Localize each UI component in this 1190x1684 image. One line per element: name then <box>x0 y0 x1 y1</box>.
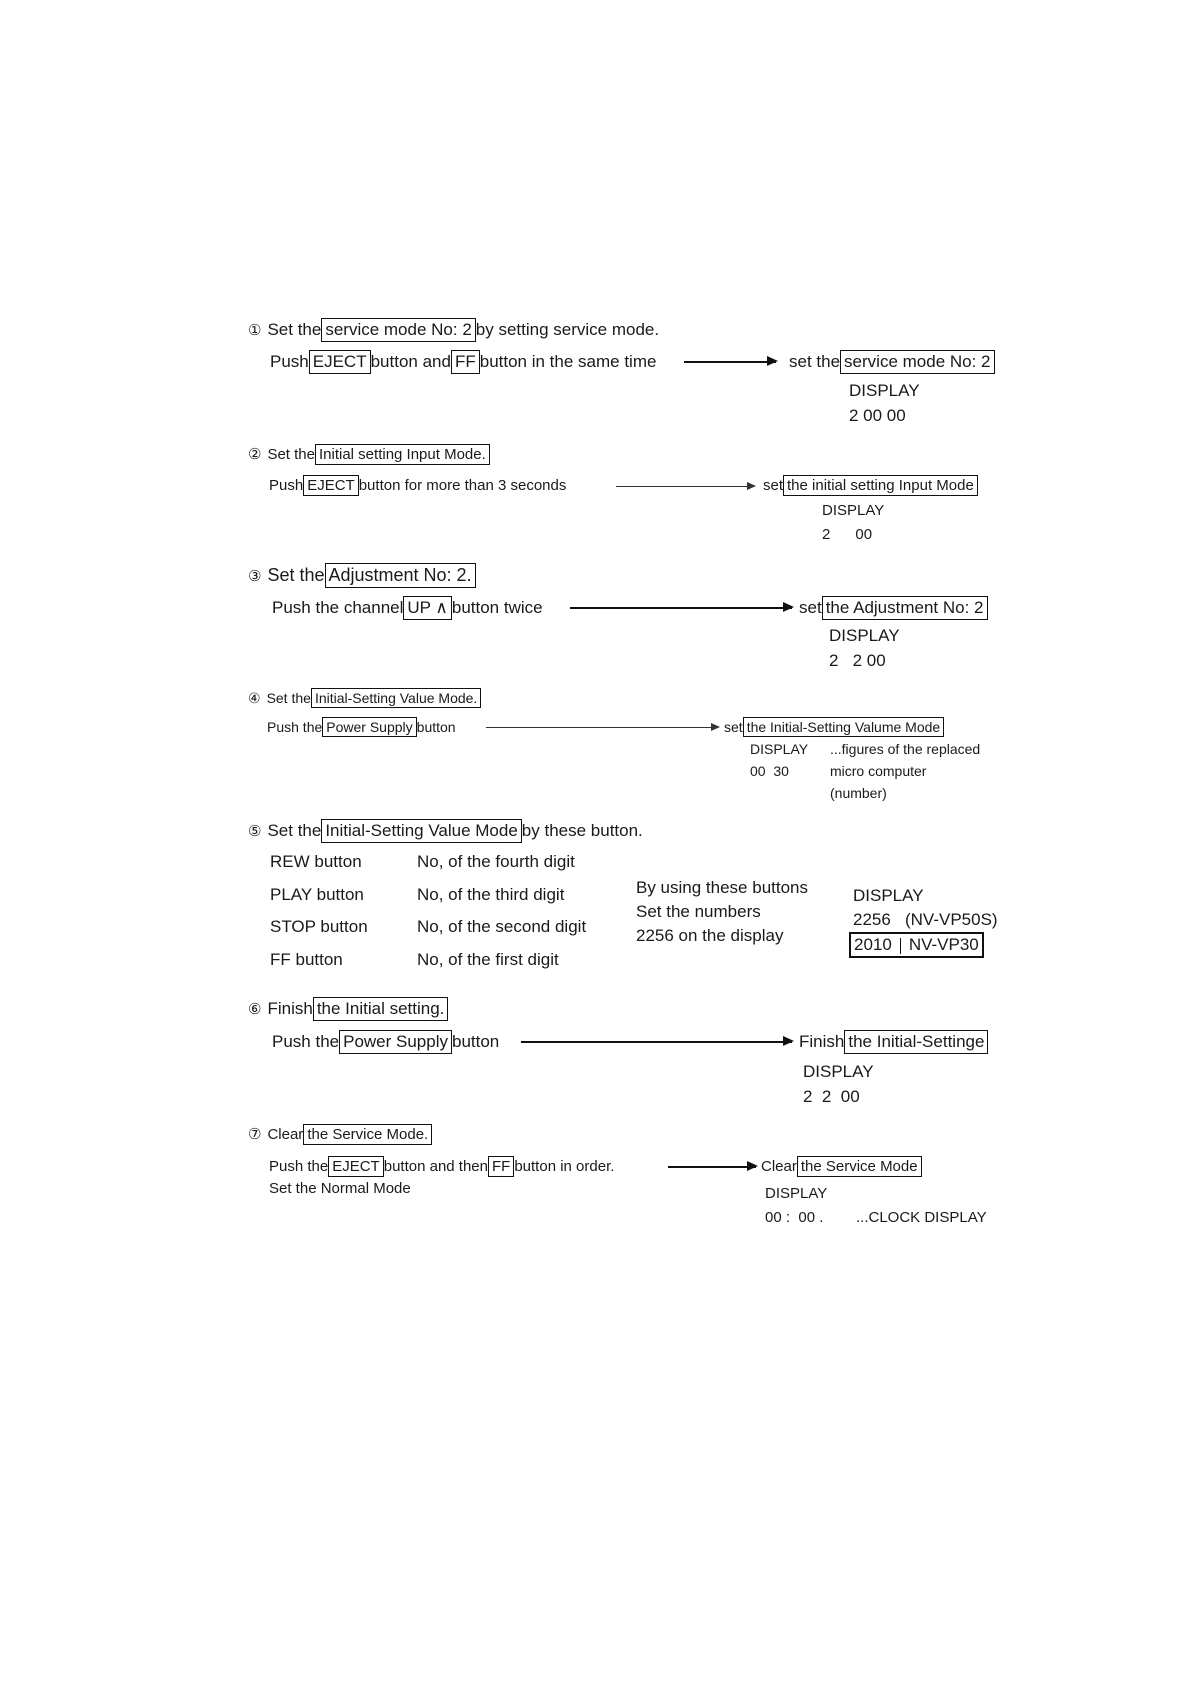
action-text: button in order. <box>514 1158 615 1175</box>
action-text: Push the <box>269 1158 329 1175</box>
eject-key: EJECT <box>303 475 359 496</box>
title-text: Set the <box>267 821 322 840</box>
step-6-title <box>248 997 448 1021</box>
result-text: set <box>763 477 784 494</box>
using-line: Set the numbers <box>636 902 761 921</box>
power-supply-key: Power Supply <box>339 1030 452 1054</box>
boxed-term: Initial setting Input Mode. <box>315 444 490 465</box>
step-1-title <box>248 318 659 342</box>
eject-key: EJECT <box>328 1156 384 1177</box>
button-desc: No, of the second digit <box>417 917 587 936</box>
boxed-term: the Initial-Setting Valume Mode <box>743 717 945 737</box>
result-text: Finish <box>799 1032 845 1051</box>
action-text: Push the channel <box>272 598 404 617</box>
step-6-result <box>799 1030 988 1054</box>
display-value: 2 00 <box>822 526 873 543</box>
step-7-action-line2: Set the Normal Mode <box>269 1180 411 1197</box>
boxed-term: Initial-Setting Value Mode. <box>311 688 481 708</box>
button-name: PLAY button <box>270 885 364 904</box>
boxed-term: the Initial-Settinge <box>844 1030 988 1054</box>
button-desc: No, of the first digit <box>417 950 559 969</box>
action-text: Push <box>269 477 304 494</box>
using-line: By using these buttons <box>636 878 809 897</box>
step-2-result <box>763 475 978 496</box>
step-2-action <box>269 475 566 496</box>
arrow-right-icon <box>616 486 754 487</box>
action-text: Push the <box>267 719 323 735</box>
display-value: 00 30 <box>750 763 789 779</box>
title-text: Finish <box>267 999 313 1018</box>
step-3-action <box>272 596 543 620</box>
value-a: 2010 <box>854 935 892 954</box>
display-value: 2256 (NV-VP50S) <box>853 910 998 929</box>
ff-key: FF <box>488 1156 514 1177</box>
power-supply-key: Power Supply <box>322 717 416 737</box>
step-4-result <box>724 717 944 737</box>
display-label: DISPLAY <box>853 886 924 905</box>
divider <box>900 938 901 954</box>
up-key: UP ∧ <box>403 596 451 620</box>
arrow-right-icon <box>486 727 718 728</box>
result-text: set the <box>789 352 841 371</box>
step-7-action <box>269 1156 614 1177</box>
display-value: 2 2 00 <box>829 651 886 670</box>
boxed-term: the Initial setting. <box>313 997 449 1021</box>
action-text: Push the <box>272 1032 340 1051</box>
note-line: (number) <box>830 785 887 801</box>
display-label: DISPLAY <box>822 502 885 519</box>
title-text: by setting service mode. <box>475 320 660 339</box>
action-text: button <box>452 1032 500 1051</box>
ff-key: FF <box>451 350 480 374</box>
display-label: DISPLAY <box>765 1185 828 1202</box>
step-number: ⑥ <box>248 1001 262 1018</box>
action-text: button in the same time <box>479 352 657 371</box>
display-value: 00 : 00 . <box>765 1209 824 1226</box>
step-number: ⑦ <box>248 1126 262 1143</box>
boxed-term: Adjustment No: 2. <box>325 563 476 588</box>
action-text: Push <box>270 352 309 371</box>
step-number: ④ <box>248 690 261 706</box>
using-line: 2256 on the display <box>636 926 784 945</box>
boxed-term: the initial setting Input Mode <box>783 475 978 496</box>
display-note: ...CLOCK DISPLAY <box>856 1209 987 1226</box>
step-1-result <box>789 350 995 374</box>
boxed-term: Initial-Setting Value Mode <box>321 819 521 843</box>
step-7-result <box>761 1156 922 1177</box>
arrow-right-icon <box>570 607 792 609</box>
display-label: DISPLAY <box>803 1062 874 1081</box>
title-text: Set the <box>267 320 322 339</box>
step-6-action <box>272 1030 499 1054</box>
arrow-right-icon <box>521 1041 792 1043</box>
boxed-term: the Adjustment No: 2 <box>822 596 988 620</box>
step-7-title <box>248 1124 432 1145</box>
step-5-title <box>248 819 643 843</box>
boxed-value <box>849 932 984 958</box>
result-text: set <box>799 598 822 617</box>
button-desc: No, of the third digit <box>417 885 565 904</box>
step-4-title <box>248 688 481 708</box>
step-number: ① <box>248 322 262 339</box>
button-name: FF button <box>270 950 343 969</box>
display-label: DISPLAY <box>750 741 809 757</box>
action-text: button <box>416 719 456 735</box>
step-4-action <box>267 717 456 737</box>
note-line: micro computer <box>830 763 927 779</box>
display-value: 2 00 00 <box>849 406 906 425</box>
eject-key: EJECT <box>309 350 371 374</box>
boxed-term: service mode No: 2 <box>840 350 994 374</box>
step-2-title <box>248 444 490 465</box>
arrow-right-icon <box>684 361 776 363</box>
step-number: ② <box>248 446 262 463</box>
boxed-term: the Service Mode. <box>303 1124 432 1145</box>
title-text: Set the <box>267 565 325 585</box>
title-text: Set the <box>267 446 315 463</box>
step-3-title <box>248 563 476 588</box>
note-line: ...figures of the replaced <box>830 741 981 757</box>
title-text: by these button. <box>521 821 643 840</box>
step-number: ⑤ <box>248 823 262 840</box>
result-text: set <box>724 719 743 735</box>
step-number: ③ <box>248 568 262 585</box>
result-text: Clear <box>761 1158 797 1175</box>
action-text: button and <box>370 352 451 371</box>
boxed-term: service mode No: 2 <box>321 318 475 342</box>
arrow-right-icon <box>668 1166 756 1168</box>
button-desc: No, of the fourth digit <box>417 852 575 871</box>
display-label: DISPLAY <box>849 381 920 400</box>
button-name: STOP button <box>270 917 368 936</box>
display-boxed-value <box>849 932 984 958</box>
button-name: REW button <box>270 852 362 871</box>
action-text: button twice <box>451 598 543 617</box>
display-label: DISPLAY <box>829 626 900 645</box>
action-text: button for more than 3 seconds <box>358 477 567 494</box>
step-3-result <box>799 596 988 620</box>
boxed-term: the Service Mode <box>797 1156 922 1177</box>
display-value: 2 2 00 <box>803 1087 860 1106</box>
value-b: NV-VP30 <box>908 935 979 954</box>
step-1-action <box>270 350 656 374</box>
title-text: Clear <box>267 1126 304 1143</box>
title-text: Set the <box>266 690 311 706</box>
action-text: button and then <box>383 1158 488 1175</box>
